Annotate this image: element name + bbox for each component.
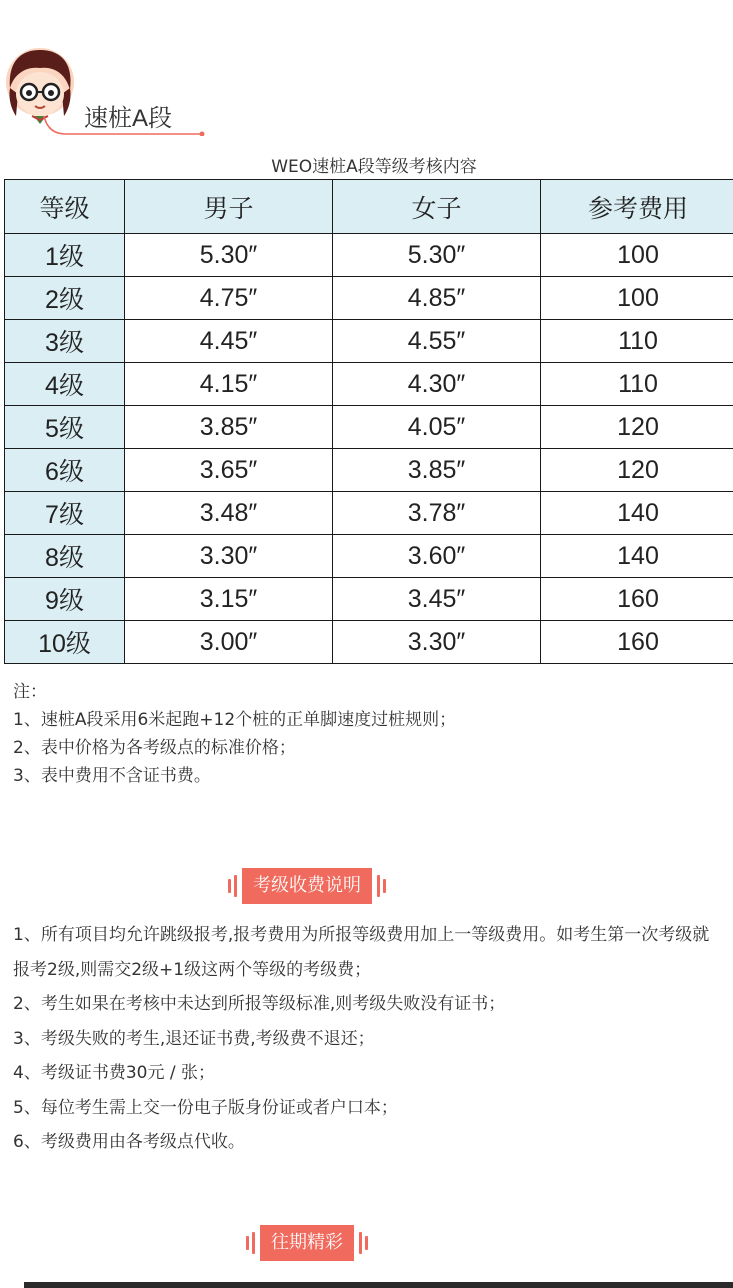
note-item: 1、速桩A段采用6米起跑+12个桩的正单脚速度过桩规则； bbox=[13, 710, 457, 730]
header-male: 男子 bbox=[125, 180, 333, 234]
bottom-image-strip bbox=[24, 1282, 733, 1288]
cell-female: 4.85″ bbox=[333, 277, 541, 320]
table-row bbox=[5, 578, 733, 621]
cell-female: 3.30″ bbox=[333, 621, 541, 664]
badge-bar-decoration bbox=[234, 875, 237, 897]
note-item: 3、表中费用不含证书费。 bbox=[13, 766, 211, 786]
past-section-label[interactable]: 往期精彩 bbox=[260, 1225, 354, 1261]
table-row bbox=[5, 621, 733, 664]
cell-level: 3级 bbox=[5, 320, 125, 363]
badge-bar-decoration bbox=[377, 875, 380, 897]
cell-male: 3.65″ bbox=[125, 449, 333, 492]
header-female: 女子 bbox=[333, 180, 541, 234]
table-row bbox=[5, 320, 733, 363]
badge-bar-decoration bbox=[246, 1236, 249, 1250]
cell-level: 5级 bbox=[5, 406, 125, 449]
cell-fee: 110 bbox=[541, 320, 733, 363]
badge-bar-decoration bbox=[359, 1232, 362, 1254]
past-section-badge bbox=[246, 1225, 368, 1261]
cell-male: 3.15″ bbox=[125, 578, 333, 621]
table-header-row bbox=[5, 180, 733, 234]
cell-male: 4.45″ bbox=[125, 320, 333, 363]
fee-section-label: 考级收费说明 bbox=[242, 868, 372, 904]
cell-male: 4.15″ bbox=[125, 363, 333, 406]
cell-male: 3.48″ bbox=[125, 492, 333, 535]
rule-item: 2、考生如果在考核中未达到所报等级标准,则考级失败没有证书； bbox=[13, 994, 506, 1014]
cell-fee: 120 bbox=[541, 406, 733, 449]
cell-level: 6级 bbox=[5, 449, 125, 492]
cell-female: 4.55″ bbox=[333, 320, 541, 363]
rule-item: 3、考级失败的考生,退还证书费,考级费不退还； bbox=[13, 1028, 375, 1049]
cell-female: 5.30″ bbox=[333, 234, 541, 277]
table-caption: WEO速桩A段等级考核内容 bbox=[271, 157, 477, 177]
cell-male: 5.30″ bbox=[125, 234, 333, 277]
table-row bbox=[5, 277, 733, 320]
cell-level: 2级 bbox=[5, 277, 125, 320]
header-level: 等级 bbox=[5, 180, 125, 234]
cell-female: 3.60″ bbox=[333, 535, 541, 578]
cell-male: 3.30″ bbox=[125, 535, 333, 578]
cell-fee: 100 bbox=[541, 234, 733, 277]
notes-heading: 注： bbox=[13, 682, 47, 702]
cell-level: 1级 bbox=[5, 234, 125, 277]
rule-item: 5、每位考生需上交一份电子版身份证或者户口本； bbox=[13, 1097, 398, 1118]
table-row bbox=[5, 535, 733, 578]
badge-bar-decoration bbox=[228, 879, 231, 893]
section-title: 速桩A段 bbox=[84, 105, 173, 132]
badge-bar-decoration bbox=[365, 1236, 368, 1250]
grade-table bbox=[4, 179, 733, 664]
notes-block bbox=[13, 678, 723, 790]
table-row bbox=[5, 406, 733, 449]
cell-female: 3.85″ bbox=[333, 449, 541, 492]
cell-fee: 110 bbox=[541, 363, 733, 406]
cell-level: 10级 bbox=[5, 621, 125, 664]
fee-section-badge bbox=[228, 868, 386, 904]
cell-fee: 120 bbox=[541, 449, 733, 492]
section-header bbox=[0, 36, 733, 146]
rule-item: 4、考级证书费30元 / 张； bbox=[13, 1063, 215, 1083]
cell-level: 8级 bbox=[5, 535, 125, 578]
cell-male: 3.00″ bbox=[125, 621, 333, 664]
cell-male: 4.75″ bbox=[125, 277, 333, 320]
header-fee: 参考费用 bbox=[541, 180, 733, 234]
rule-item: 1、所有项目均允许跳级报考,报考费用为所报等级费用加上一等级费用。如考生第一次考级就报考2级,则需交2级+1级这两个等级的考级费； bbox=[13, 925, 710, 980]
cell-fee: 100 bbox=[541, 277, 733, 320]
cell-fee: 160 bbox=[541, 621, 733, 664]
cell-female: 4.30″ bbox=[333, 363, 541, 406]
cell-female: 4.05″ bbox=[333, 406, 541, 449]
cell-fee: 140 bbox=[541, 535, 733, 578]
badge-bar-decoration bbox=[383, 879, 386, 893]
cell-fee: 140 bbox=[541, 492, 733, 535]
table-row bbox=[5, 363, 733, 406]
table-row bbox=[5, 234, 733, 277]
table-row bbox=[5, 492, 733, 535]
cell-female: 3.78″ bbox=[333, 492, 541, 535]
cell-level: 9级 bbox=[5, 578, 125, 621]
note-item: 2、表中价格为各考级点的标准价格； bbox=[13, 738, 296, 758]
badge-bar-decoration bbox=[252, 1232, 255, 1254]
cell-male: 3.85″ bbox=[125, 406, 333, 449]
table-row bbox=[5, 449, 733, 492]
rule-item: 6、考级费用由各考级点代收。 bbox=[13, 1132, 245, 1152]
cell-level: 4级 bbox=[5, 363, 125, 406]
fee-rules-list bbox=[13, 918, 725, 1160]
cell-level: 7级 bbox=[5, 492, 125, 535]
girl-avatar-icon bbox=[4, 44, 76, 124]
cell-fee: 160 bbox=[541, 578, 733, 621]
cell-female: 3.45″ bbox=[333, 578, 541, 621]
